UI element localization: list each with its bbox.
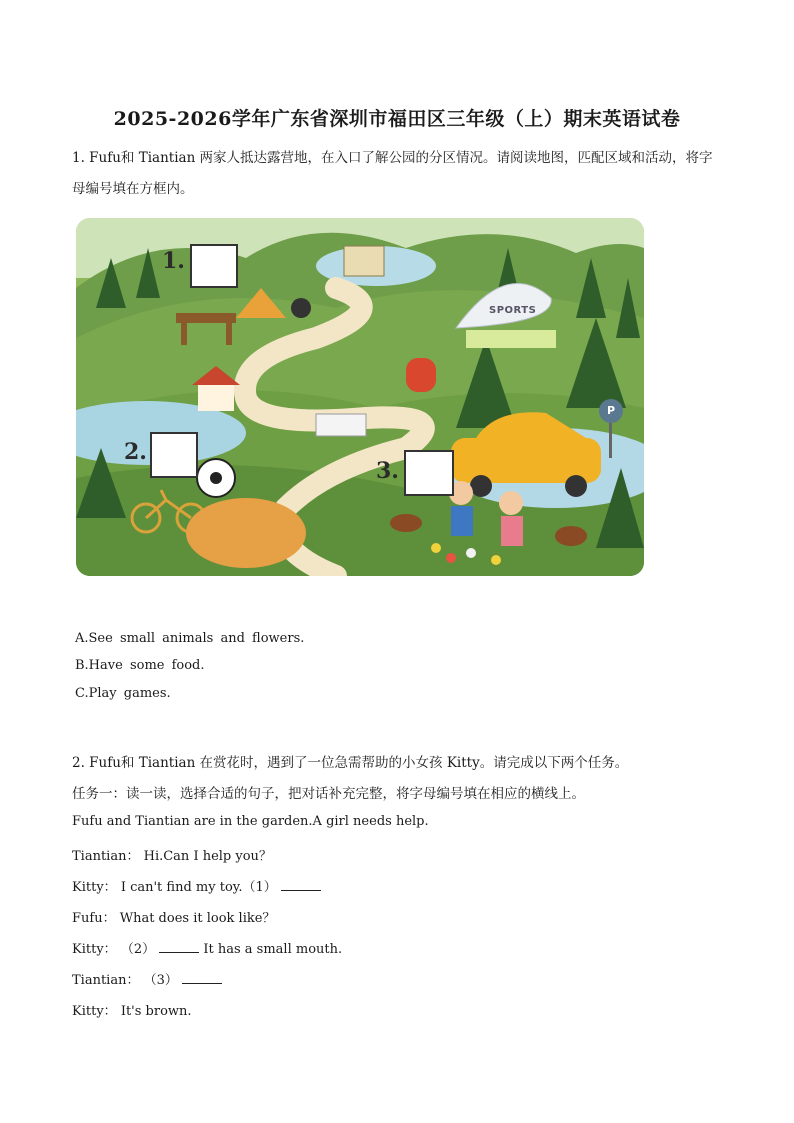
parking-sign-text: P <box>607 404 616 417</box>
q2-intro-line: Fufu and Tiantian are in the garden.A girl needs help. <box>72 814 429 829</box>
dialogue-text: What does it look like？ <box>119 911 276 926</box>
page-title: 2025-2026学年广东省深圳市福田区三年级（上）期末英语试卷 <box>113 108 681 130</box>
dialogue-text: It's brown. <box>120 1004 192 1019</box>
q2-task1-line: 任务一：读一读，选择合适的句子，把对话补充完整，将字母编号填在相应的横线上。 <box>72 786 585 802</box>
answer-blank-2[interactable] <box>159 942 199 953</box>
option-a: A.See small animals and flowers. <box>75 631 305 646</box>
dialogue-line <box>72 907 275 926</box>
map-label-3: 3. <box>376 458 399 484</box>
dialogue-speaker: Kitty： <box>72 942 117 957</box>
dialogue-line <box>72 969 222 988</box>
q1-instruction-line1: 1. Fufu和 Tiantian 两家人抵达露营地，在入口了解公园的分区情况。请阅读地图，匹配区域和活动，将字 <box>72 150 713 166</box>
option-c: C.Play games. <box>75 686 171 701</box>
option-b: B.Have some food. <box>75 658 205 673</box>
dialogue-speaker: Kitty： <box>72 880 117 895</box>
park-map-illustration <box>76 218 644 576</box>
map-label-1: 1. <box>162 248 185 274</box>
dialogue-text: I can't find my toy.（1） <box>120 880 277 895</box>
dialogue-speaker: Tiantian： <box>72 973 140 988</box>
answer-box-3[interactable] <box>404 450 454 496</box>
map-label-2: 2. <box>124 439 147 465</box>
dialogue-line <box>72 1000 192 1019</box>
sports-sign-text: SPORTS <box>489 305 537 316</box>
dialogue-text: （3） <box>143 973 178 988</box>
dialogue-speaker: Fufu： <box>72 911 116 926</box>
q2-instruction-line1: 2. Fufu和 Tiantian 在赏花时，遇到了一位急需帮助的小女孩 Kitty。请完成以下两个任务。 <box>72 755 629 771</box>
answer-blank-3[interactable] <box>182 973 222 984</box>
dialogue-line <box>72 876 321 895</box>
answer-box-1[interactable] <box>190 244 238 288</box>
dialogue-speaker: Kitty： <box>72 1004 117 1019</box>
dialogue-line <box>72 845 272 864</box>
q1-instruction-line2: 母编号填在方框内。 <box>72 181 194 197</box>
dialogue-text: Hi.Can I help you？ <box>143 849 272 864</box>
dialogue-speaker: Tiantian： <box>72 849 140 864</box>
answer-blank-1[interactable] <box>281 880 321 891</box>
answer-box-2[interactable] <box>150 432 198 478</box>
dialogue-line <box>72 938 342 957</box>
dialogue-text: （2） <box>120 942 156 957</box>
dialogue-text-after: It has a small mouth. <box>203 942 343 957</box>
